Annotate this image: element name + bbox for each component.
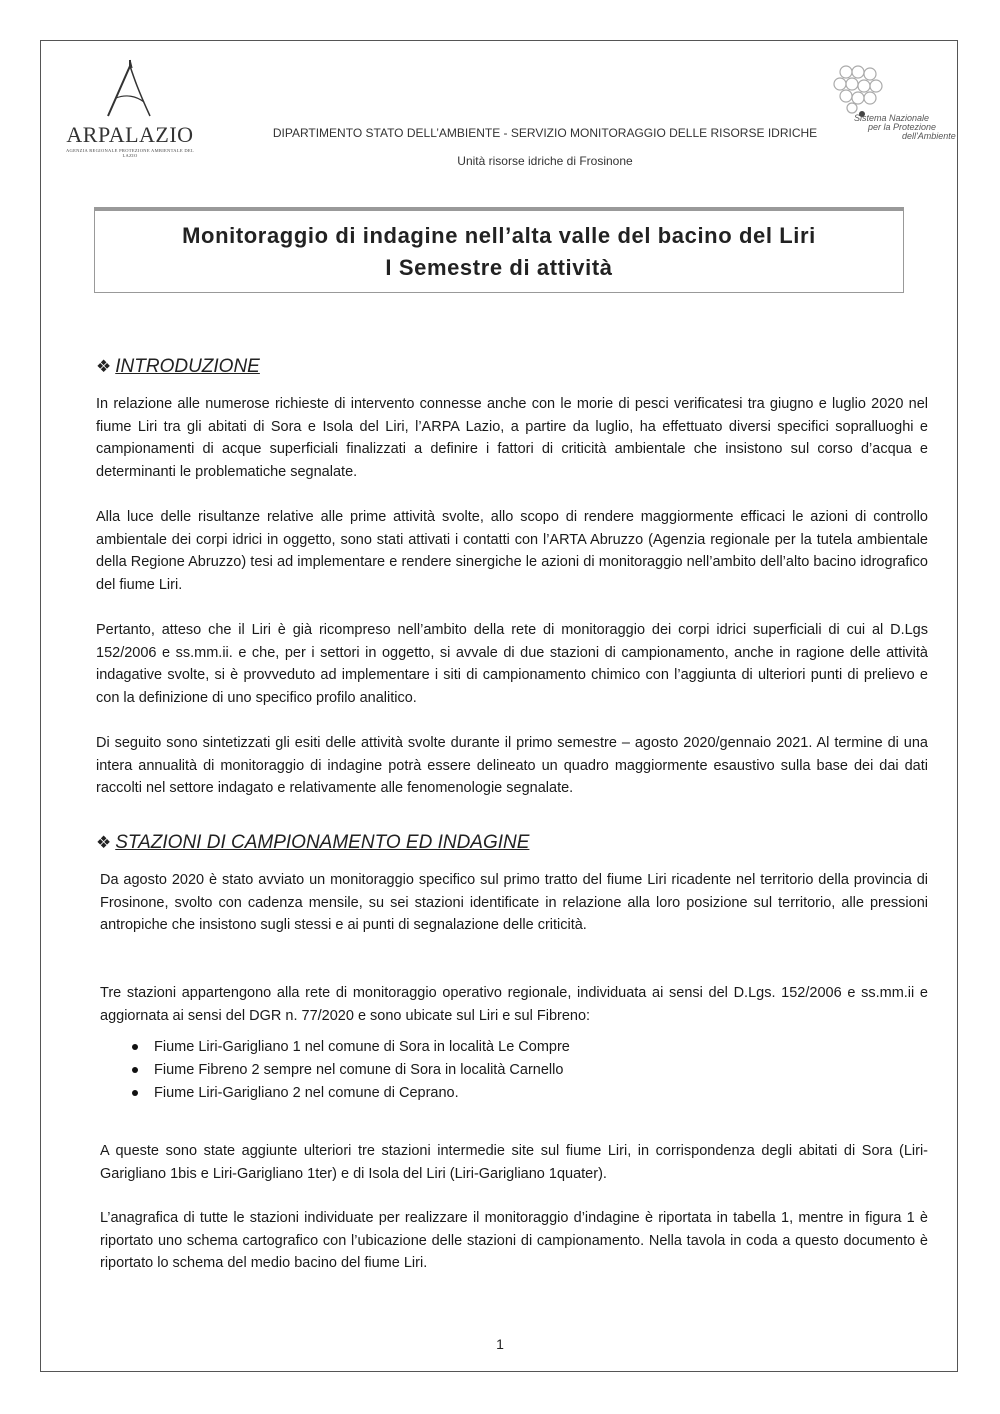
intro-paragraph: Pertanto, atteso che il Liri è già ricompreso nell’ambito della rete di monitoraggio dei corpi idrici superficiali di cui al D.Lgs 152/2006 e ss.mm.ii. e che, per i settori in oggetto, si avvale di due stazioni di campionamento, anche in ragione delle attività indagative svolte, si è provveduto ad implementare i siti di campionamento chimico con l’aggiunta di ulteriori punti di prelievo e con la definizione di uno specifico profilo analitico.: [96, 622, 928, 706]
diamond-bullet-icon: ❖: [96, 833, 112, 852]
diamond-bullet-icon: ❖: [96, 357, 112, 376]
stations-paragraph: Da agosto 2020 è stato avviato un monitoraggio specifico sul primo tratto del fiume Liri ricadente nel territorio della provincia di Frosinone, svolto con cadenza mensile, su sei stazioni identificate in relazione alla loro posizione sul territorio, alle pressioni antropiche che insistono sugli stessi e ai punti di segnalazione delle criticità.: [100, 872, 928, 933]
unit-line: Unità risorse idriche di Frosinone: [457, 154, 633, 168]
stations-bullet-list: [128, 1036, 570, 1105]
section-heading-text: STAZIONI DI CAMPIONAMENTO ED INDAGINE: [115, 832, 530, 853]
department-line: DIPARTIMENTO STATO DELL’AMBIENTE - SERVIZIO MONITORAGGIO DELLE RISORSE IDRICHE: [272, 126, 818, 140]
arpalazio-logo-subtext: AGENZIA REGIONALE PROTEZIONE AMBIENTALE DEL LAZIO: [65, 148, 195, 158]
page-number: 1: [496, 1336, 504, 1352]
intro-paragraph: In relazione alle numerose richieste di intervento connesse anche con le morie di pesci verificatesi tra giugno e luglio 2020 nel fiume Liri tra gli abitati di Sora e Isola del Liri, l’ARPA Lazio, a partire da luglio, ha effettuato diversi specifici sopralluoghi e campionamenti di acque superficiali finalizzati a definire i fattori di criticità ambientale che insistono sul corso d’acqua e determinanti le problematiche segnalate.: [96, 396, 928, 480]
section-heading-text: INTRODUZIONE: [115, 356, 260, 377]
arpalazio-logo: [60, 58, 200, 158]
document-subtitle: I Semestre di attività: [385, 255, 613, 280]
document-title: Monitoraggio di indagine nell’alta valle del bacino del Liri: [182, 223, 816, 248]
stations-paragraph: A queste sono state aggiunte ulteriori tre stazioni intermedie site sul fiume Liri, in corrispondenza degli abitati di Sora (Liri-Garigliano 1bis e Liri-Garigliano 1ter) e di Isola del Liri (Liri-Garigliano 1quater).: [100, 1143, 928, 1182]
stations-paragraph: L’anagrafica di tutte le stazioni individuate per realizzare il monitoraggio d’indagine è riportata in tabella 1, mentre in figura 1 è riportato uno schema cartografico con l’ubicazione delle stazioni di campionamento. Nella tavola in coda a questo documento è riportato lo schema del medio bacino del fiume Liri.: [100, 1210, 928, 1271]
document-title-box: [94, 207, 904, 293]
arpalazio-emblem-icon: [100, 58, 160, 118]
section-heading-stazioni: [96, 832, 529, 854]
snpa-line-1: Sistema Nazionale: [854, 113, 930, 123]
intro-paragraph: Di seguito sono sintetizzati gli esiti delle attività svolte durante il primo semestre – agosto 2020/gennaio 2021. Al termine di una intera annualità di monitoraggio di indagine potrà essere delineato un quadro maggiormente esaustivo sulla base dei dai dati raccolti nel settore indagato e relativamente alle fenomenologie segnalate.: [96, 735, 928, 796]
snpa-line-3: dell'Ambiente: [902, 131, 956, 141]
intro-paragraph: Alla luce delle risultanze relative alle prime attività svolte, allo scopo di rendere maggiormente efficaci le azioni di controllo ambientale dei corpi idrici in oggetto, sono stati attivati i contatti con l’ARTA Abruzzo (Agenzia regionale per la tutela ambientale della Regione Abruzzo) tesi ad implementare e rendere sinergiche le azioni di monitoraggio nell’ambito dell’alto bacino idrografico del fiume Liri.: [96, 509, 928, 593]
section-heading-introduzione: [96, 356, 260, 378]
list-item: Fiume Fibreno 2 sempre nel comune di Sora in località Carnello: [128, 1059, 570, 1082]
stations-paragraph: Tre stazioni appartengono alla rete di monitoraggio operativo regionale, individuata ai sensi del D.Lgs. 152/2006 e ss.mm.ii e aggiornata ai sensi del DGR n. 77/2020 e sono ubicate sul Liri e sul Fibreno:: [100, 985, 928, 1024]
snpa-line-2: per la Protezione: [868, 122, 937, 132]
list-item: Fiume Liri-Garigliano 2 nel comune di Ceprano.: [128, 1082, 570, 1105]
arpalazio-logo-text: ARPALAZIO: [66, 122, 194, 147]
list-item: Fiume Liri-Garigliano 1 nel comune di Sora in località Le Compre: [128, 1036, 570, 1059]
